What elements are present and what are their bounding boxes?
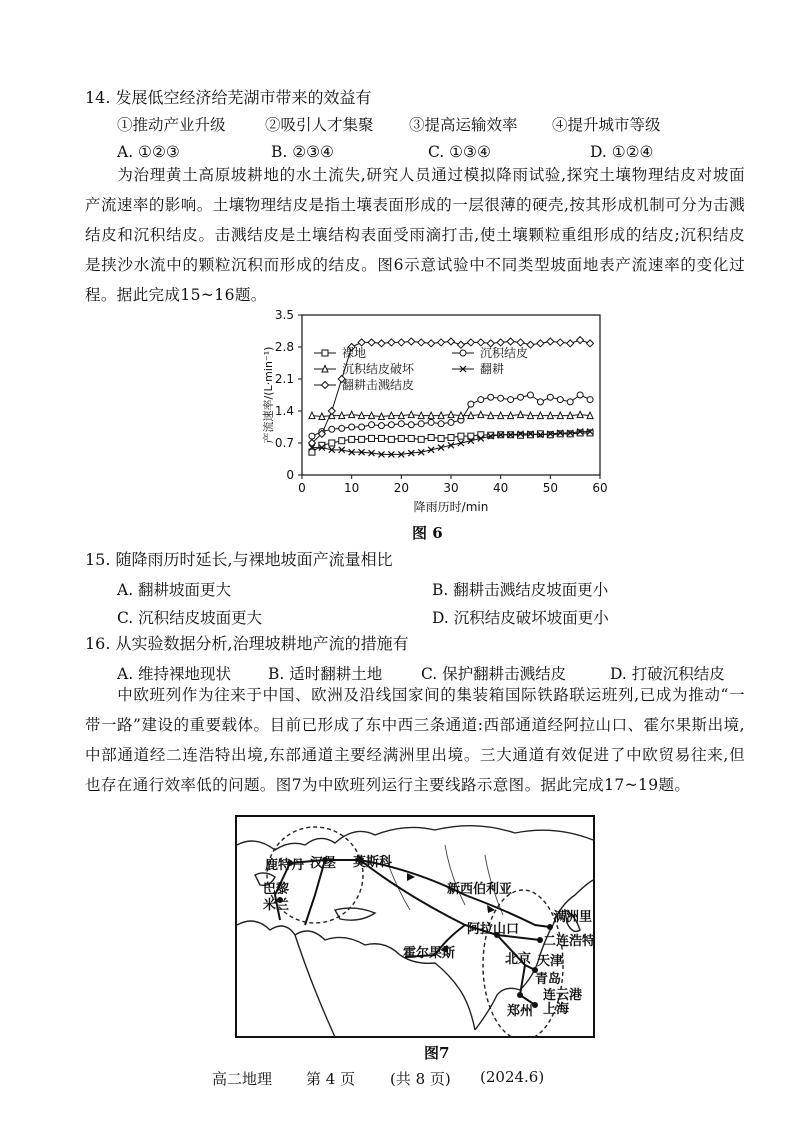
data-point-diamond — [577, 337, 584, 344]
label-milan: 米兰 — [263, 898, 290, 913]
data-point-circle — [460, 350, 466, 356]
passage-china-europe-railway — [85, 680, 745, 800]
data-point-square — [537, 431, 543, 437]
data-point-diamond — [418, 339, 425, 346]
q14-option-d: D. ①②④ — [590, 143, 654, 161]
q16-option-b: B. 适时翻耕土地 — [268, 665, 383, 683]
x-tick-label: 50 — [542, 481, 558, 495]
data-point-circle — [547, 394, 553, 400]
data-point-square — [339, 438, 345, 444]
legend-label: 沉积结皮 — [480, 346, 529, 360]
figure6-caption: 图 6 — [412, 524, 443, 542]
data-point-circle — [587, 397, 593, 403]
data-point-circle — [508, 397, 514, 403]
data-point-square — [388, 436, 394, 442]
data-point-diamond — [322, 382, 329, 389]
label-moscow: 莫斯科 — [353, 855, 393, 870]
passage-soil-crust — [85, 160, 745, 310]
label-manzhouli: 满洲里 — [553, 910, 593, 925]
q16-option-a: A. 维持裸地现状 — [117, 665, 232, 683]
data-point-square — [438, 435, 444, 441]
passage-railway-text: 中欧班列作为往来于中国、欧洲及沿线国家间的集装箱国际铁路联运班列,已成为推动“一带一路”建设的重要载体。目前已形成了东中西三条通道:西部通道经阿拉山口、霍尔果斯出境,中部通道经二连浩特出境,东部通道主要经满洲里出境。三大通道有效促进了中欧贸易往来,但也存在通行效率低的问题。图7为中欧班列运行主要线路示意图。据此完成17~19题。 — [85, 686, 745, 794]
label-zhengzhou: 郑州 — [507, 1004, 534, 1019]
data-point-diamond — [497, 339, 504, 346]
data-point-square — [488, 432, 494, 438]
y-tick-label: 0 — [286, 468, 294, 482]
data-point-square — [448, 435, 454, 441]
q14-option-c: C. ①③④ — [428, 143, 491, 161]
label-qingdao: 青岛 — [535, 972, 562, 987]
label-lianyungang: 连云港 — [543, 988, 583, 1003]
data-point-diamond — [328, 408, 335, 415]
data-point-diamond — [378, 340, 385, 347]
data-point-square — [398, 435, 404, 441]
q14-item-1: ①推动产业升级 — [117, 116, 226, 134]
data-point-circle — [527, 392, 533, 398]
passage-soil-crust-text: 为治理黄土高原坡耕地的水土流失,研究人员通过模拟降雨试验,探究土壤物理结皮对坡面产流速率的影响。土壤物理结皮是指土壤表面形成的一层很薄的硬壳,按其形成机制可分为击溅结皮和沉积结皮。击溅结皮是土壤结构表面受雨滴打击,使土壤颗粒重组形成的结皮;沉积结皮是挟沙水流中的颗粒沉积而形成的结皮。图6示意试验中不同类型坡面地表产流速率的变化过程。据此完成15~16题。 — [85, 166, 745, 304]
label-shanghai: 上海 — [543, 1002, 570, 1017]
legend-label: 沉积结皮破坏 — [342, 362, 415, 376]
label-tianjin: 天津 — [537, 954, 564, 969]
q15-option-c: C. 沉积结皮坡面更大 — [117, 609, 263, 627]
data-point-circle — [537, 399, 543, 405]
label-novosibirsk: 新西伯利亚 — [447, 882, 513, 897]
y-tick-label: 1.4 — [274, 404, 294, 418]
data-point-diamond — [448, 338, 455, 345]
q14-stem: 14. 发展低空经济给芜湖市带来的效益有 — [85, 88, 372, 107]
data-point-square — [369, 435, 375, 441]
data-point-square — [378, 435, 384, 441]
legend-label: 翻耕 — [480, 362, 505, 376]
q14-option-b: B. ②③④ — [271, 143, 334, 161]
footer-page: 第 4 页 — [306, 1070, 356, 1088]
q14-item-2: ②吸引人才集聚 — [265, 116, 374, 134]
data-point-diamond — [587, 340, 594, 347]
y-axis-label: 产流速率/(L·min⁻¹) — [262, 346, 275, 444]
data-point-circle — [478, 397, 484, 403]
q15-stem: 15. 随降雨历时延长,与裸地坡面产流量相比 — [85, 550, 393, 569]
data-point-square — [359, 436, 365, 442]
x-tick-label: 60 — [592, 481, 608, 495]
data-point-circle — [398, 421, 404, 427]
data-point-diamond — [507, 338, 514, 345]
x-tick-label: 30 — [443, 481, 459, 495]
data-point-circle — [339, 425, 345, 431]
label-paris: 巴黎 — [263, 882, 290, 897]
data-point-circle — [428, 419, 434, 425]
data-point-square — [418, 436, 424, 442]
data-point-circle — [349, 424, 355, 430]
data-point-diamond — [567, 340, 574, 347]
data-point-square — [458, 433, 464, 439]
data-point-circle — [329, 426, 335, 432]
data-point-circle — [498, 395, 504, 401]
q15-option-d: D. 沉积结皮破坏坡面更小 — [432, 609, 609, 627]
data-point-circle — [448, 419, 454, 425]
x-tick-label: 10 — [344, 481, 360, 495]
china-europe-railway-map — [235, 815, 595, 1038]
data-point-circle — [378, 423, 384, 429]
x-axis-label: 降雨历时/min — [413, 500, 489, 514]
data-point-diamond — [438, 339, 445, 346]
data-point-circle — [468, 401, 474, 407]
data-point-square — [349, 436, 355, 442]
data-point-diamond — [358, 339, 365, 346]
footer-total: (共 8 页) — [390, 1070, 451, 1088]
label-erlianhaote: 二连浩特 — [543, 934, 595, 949]
q14-item-3: ③提高运输效率 — [409, 116, 518, 134]
data-point-circle — [309, 433, 315, 439]
figure7-caption: 图7 — [424, 1044, 450, 1062]
x-tick-label: 0 — [298, 481, 306, 495]
q15-option-a: A. 翻耕坡面更大 — [117, 581, 232, 599]
y-tick-label: 2.1 — [274, 372, 294, 386]
footer-subject: 高二地理 — [212, 1070, 273, 1088]
q16-option-c: C. 保护翻耕击溅结皮 — [421, 665, 567, 683]
data-point-square — [567, 431, 573, 437]
q14-item-4: ④提升城市等级 — [552, 116, 661, 134]
data-point-circle — [567, 399, 573, 405]
data-point-diamond — [547, 338, 554, 345]
data-point-diamond — [457, 341, 464, 348]
q16-stem: 16. 从实验数据分析,治理坡耕地产流的措施有 — [85, 634, 409, 653]
data-point-square — [428, 435, 434, 441]
data-point-circle — [488, 394, 494, 400]
data-point-circle — [408, 422, 414, 428]
label-khorgos: 霍尔果斯 — [403, 946, 456, 961]
label-hamburg: 汉堡 — [310, 856, 337, 871]
data-point-circle — [418, 421, 424, 427]
city-dot — [517, 992, 523, 998]
x-tick-label: 20 — [393, 481, 409, 495]
data-point-diamond — [477, 339, 484, 346]
data-point-circle — [577, 392, 583, 398]
label-beijing: 北京 — [505, 952, 532, 967]
data-point-circle — [388, 422, 394, 428]
data-point-diamond — [557, 339, 564, 346]
data-point-diamond — [517, 339, 524, 346]
y-tick-label: 0.7 — [274, 436, 294, 450]
data-point-circle — [369, 422, 375, 428]
data-point-diamond — [467, 339, 474, 346]
data-point-diamond — [398, 339, 405, 346]
y-tick-label: 2.8 — [274, 340, 294, 354]
legend-label: 翻耕击溅结皮 — [342, 378, 415, 392]
data-point-square — [547, 432, 553, 438]
data-point-square — [527, 432, 533, 438]
runoff-rate-line-chart — [250, 305, 620, 520]
label-rotterdam: 鹿特丹 — [265, 858, 305, 873]
data-point-circle — [518, 394, 524, 400]
data-point-square — [322, 350, 328, 356]
q14-option-a: A. ①②③ — [117, 143, 180, 161]
data-point-square — [329, 440, 335, 446]
label-alashankou: 阿拉山口 — [467, 922, 520, 937]
data-point-diamond — [537, 340, 544, 347]
data-point-diamond — [428, 340, 435, 347]
data-point-circle — [557, 397, 563, 403]
data-point-diamond — [408, 338, 415, 345]
data-point-diamond — [368, 339, 375, 346]
data-point-square — [408, 435, 414, 441]
footer-date: (2024.6) — [480, 1068, 545, 1086]
y-tick-label: 3.5 — [274, 308, 294, 322]
q16-option-d: D. 打破沉积结皮 — [610, 665, 725, 683]
data-point-circle — [359, 424, 365, 430]
data-point-circle — [438, 421, 444, 427]
data-point-diamond — [527, 341, 534, 348]
x-tick-label: 40 — [493, 481, 509, 495]
data-point-diamond — [388, 339, 395, 346]
q15-option-b: B. 翻耕击溅结皮坡面更小 — [432, 581, 609, 599]
legend-label: 裸地 — [342, 346, 367, 360]
data-point-square — [557, 431, 563, 437]
